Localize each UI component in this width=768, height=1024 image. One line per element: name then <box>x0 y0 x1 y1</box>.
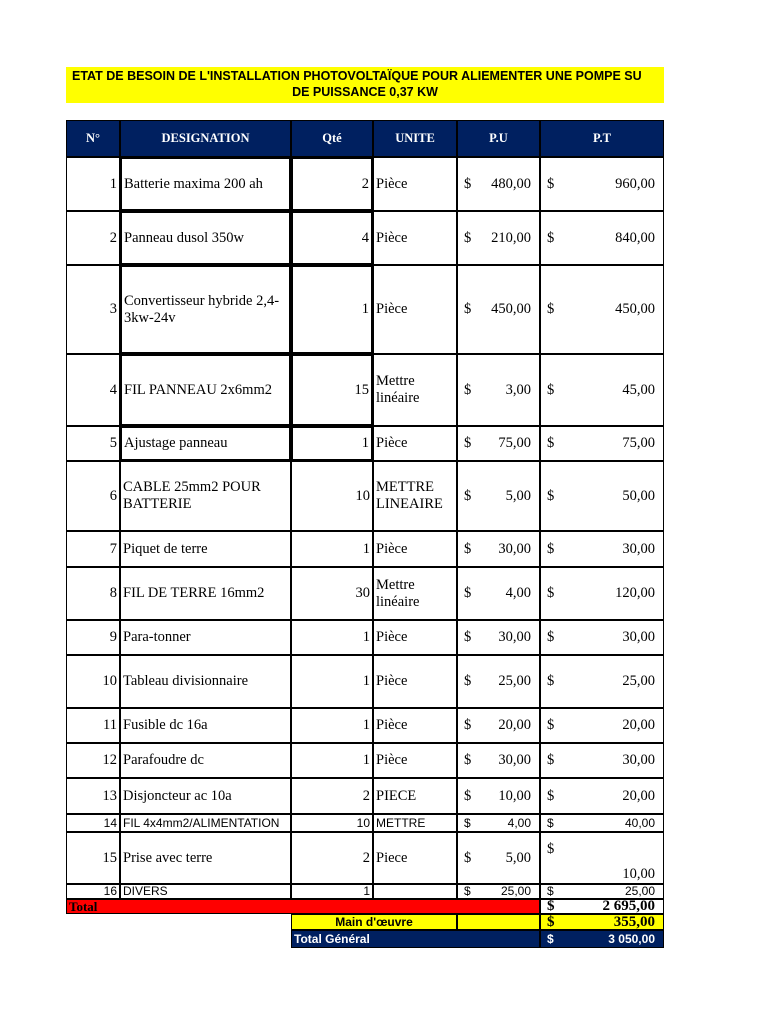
currency-symbol: $ <box>464 229 472 246</box>
cell-text: Mettre linéaire <box>376 373 420 406</box>
currency-symbol: $ <box>464 487 472 504</box>
row-designation <box>120 743 291 778</box>
cell-text: 8 <box>109 585 117 601</box>
row-total-price <box>540 655 664 708</box>
row-quantity <box>291 354 373 426</box>
cell-text: 30,00 <box>498 629 531 645</box>
header-label: DESIGNATION <box>161 131 250 145</box>
cell-text: 30,00 <box>622 540 655 557</box>
row-designation <box>120 265 291 354</box>
currency-symbol: $ <box>547 752 555 768</box>
cell-text: 450,00 <box>491 301 531 317</box>
cell-text: 45,00 <box>622 381 655 398</box>
row-quantity <box>291 211 373 265</box>
row-total-price <box>540 265 664 354</box>
cell-text: 10 <box>356 815 370 830</box>
header-label: P.U <box>489 131 508 145</box>
row-unit <box>373 743 457 778</box>
currency-symbol: $ <box>464 884 471 898</box>
cell-text: 50,00 <box>622 487 655 504</box>
header-unit <box>373 120 457 157</box>
header-label: N° <box>85 131 101 145</box>
cell-text: 1 <box>363 884 370 898</box>
cell-text: 450,00 <box>615 301 655 317</box>
cell-text: Pièce <box>376 629 408 645</box>
currency-symbol: $ <box>464 435 472 451</box>
grand-total-label: Total Général <box>294 931 370 946</box>
cell-text: 9 <box>109 629 117 645</box>
row-number <box>66 265 120 354</box>
grand-total-value: 3 050,00 <box>608 931 655 946</box>
total-value-cell <box>540 899 664 914</box>
labour-label-cell <box>291 914 457 930</box>
row-number <box>66 567 120 620</box>
row-total-price <box>540 567 664 620</box>
cell-text: 11 <box>103 717 117 733</box>
cell-text: 20,00 <box>622 787 655 804</box>
currency-symbol: $ <box>464 849 472 866</box>
currency-symbol: $ <box>547 815 554 830</box>
cell-text: 40,00 <box>624 815 655 830</box>
cell-text: 75,00 <box>498 435 531 451</box>
row-unit-price <box>457 461 540 531</box>
cell-text: Piquet de terre <box>123 540 208 557</box>
document-title <box>66 67 664 103</box>
row-designation <box>120 832 291 884</box>
row-unit-price <box>457 531 540 567</box>
row-unit <box>373 531 457 567</box>
cell-text: FIL PANNEAU 2x6mm2 <box>124 381 272 398</box>
currency-symbol: $ <box>547 787 555 804</box>
header-number <box>66 120 120 157</box>
cell-text: 10,00 <box>622 866 655 882</box>
cell-text: 10,00 <box>498 787 531 804</box>
row-unit <box>373 157 457 211</box>
row-quantity <box>291 620 373 655</box>
row-designation <box>120 461 291 531</box>
row-unit <box>373 461 457 531</box>
row-unit-price <box>457 743 540 778</box>
cell-text: 480,00 <box>491 175 531 192</box>
row-designation <box>120 567 291 620</box>
row-designation <box>120 708 291 743</box>
row-unit-price <box>457 832 540 884</box>
row-unit-price <box>457 620 540 655</box>
cell-text: 20,00 <box>622 717 655 733</box>
cell-text: 25,00 <box>498 673 531 689</box>
labour-empty-cell <box>457 914 540 930</box>
cell-text: 30,00 <box>622 752 655 768</box>
cell-text: 10 <box>355 487 370 504</box>
cell-text: Pièce <box>376 229 408 246</box>
row-designation <box>120 211 291 265</box>
row-quantity <box>291 814 373 832</box>
currency-symbol: $ <box>547 301 555 317</box>
cell-text: 1 <box>362 752 370 768</box>
row-unit-price <box>457 211 540 265</box>
header-label: Qté <box>322 131 342 145</box>
cell-text: Panneau dusol 350w <box>124 229 245 246</box>
row-unit <box>373 832 457 884</box>
cell-text: 1 <box>361 435 369 451</box>
cell-text: Tableau divisionnaire <box>123 673 249 689</box>
row-unit-price <box>457 265 540 354</box>
cell-text: 12 <box>102 752 117 768</box>
cell-text: 3 <box>109 301 117 317</box>
cell-text: Mettre linéaire <box>376 576 420 610</box>
header-quantity <box>291 120 373 157</box>
row-unit-price <box>457 567 540 620</box>
cell-text: 5,00 <box>505 487 531 504</box>
cell-text: Pièce <box>376 752 408 768</box>
cell-text: FIL DE TERRE 16mm2 <box>123 585 265 601</box>
row-total-price <box>540 157 664 211</box>
header-label: UNITE <box>395 131 435 145</box>
cell-text: 1 <box>362 540 370 557</box>
cell-text: 25,00 <box>500 884 531 898</box>
currency-symbol: $ <box>547 673 555 689</box>
cell-text: 2 <box>109 229 117 246</box>
row-number <box>66 157 120 211</box>
cell-text: 14 <box>103 815 117 830</box>
labour-value: 355,00 <box>613 914 655 930</box>
row-number <box>66 884 120 899</box>
cell-text: 4,00 <box>505 585 531 601</box>
cell-text: 4 <box>361 229 369 246</box>
currency-symbol: $ <box>464 381 472 398</box>
cell-text: 2 <box>362 849 370 866</box>
row-total-price <box>540 426 664 461</box>
cell-text: 210,00 <box>491 229 531 246</box>
grand-total-value-cell <box>540 930 664 948</box>
row-number <box>66 743 120 778</box>
total-label: Total <box>69 899 98 914</box>
currency-symbol: $ <box>464 175 472 192</box>
row-unit-price <box>457 884 540 899</box>
currency-symbol: $ <box>464 673 472 689</box>
row-number <box>66 211 120 265</box>
currency-symbol: $ <box>547 629 555 645</box>
currency-symbol: $ <box>547 540 555 557</box>
row-total-price <box>540 354 664 426</box>
currency-symbol: $ <box>464 301 472 317</box>
cell-text: FIL 4x4mm2/ALIMENTATION <box>123 815 280 830</box>
cell-text: Batterie maxima 200 ah <box>124 175 263 192</box>
cell-text: 6 <box>109 487 117 504</box>
currency-symbol: $ <box>547 884 554 898</box>
row-unit <box>373 211 457 265</box>
header-total-price <box>540 120 664 157</box>
cell-text: 75,00 <box>622 435 655 451</box>
row-total-price <box>540 531 664 567</box>
row-designation <box>120 620 291 655</box>
currency-symbol: $ <box>464 629 472 645</box>
row-designation <box>120 778 291 814</box>
cell-text: 30,00 <box>622 629 655 645</box>
row-unit-price <box>457 814 540 832</box>
currency-symbol: $ <box>464 717 472 733</box>
row-unit <box>373 354 457 426</box>
currency-symbol: $ <box>547 841 555 857</box>
currency-symbol: $ <box>464 815 471 830</box>
row-unit <box>373 426 457 461</box>
row-quantity <box>291 832 373 884</box>
cell-text: 5,00 <box>505 849 531 866</box>
currency-symbol: $ <box>547 914 555 930</box>
row-number <box>66 655 120 708</box>
row-quantity <box>291 708 373 743</box>
cell-text: Fusible dc 16a <box>123 717 208 733</box>
cell-text: 1 <box>109 175 117 192</box>
row-quantity <box>291 461 373 531</box>
currency-symbol: $ <box>464 752 472 768</box>
currency-symbol: $ <box>547 931 554 946</box>
cell-text: 2 <box>362 787 370 804</box>
row-total-price <box>540 461 664 531</box>
cell-text: 13 <box>102 787 117 804</box>
cell-text: 1 <box>361 301 369 317</box>
row-total-price <box>540 620 664 655</box>
row-unit-price <box>457 426 540 461</box>
row-designation <box>120 426 291 461</box>
currency-symbol: $ <box>547 717 555 733</box>
row-quantity <box>291 426 373 461</box>
currency-symbol: $ <box>547 175 555 192</box>
header-designation <box>120 120 291 157</box>
row-designation <box>120 354 291 426</box>
cell-text: 7 <box>109 540 117 557</box>
cell-text: 1 <box>362 629 370 645</box>
row-total-price <box>540 778 664 814</box>
row-number <box>66 814 120 832</box>
labour-value-cell <box>540 914 664 930</box>
row-unit <box>373 778 457 814</box>
cell-text: DIVERS <box>123 884 168 898</box>
total-value: 2 695,00 <box>602 899 655 914</box>
cell-text: 4 <box>109 381 117 398</box>
row-total-price <box>540 814 664 832</box>
cell-text: Pièce <box>376 435 408 451</box>
row-number <box>66 354 120 426</box>
row-quantity <box>291 157 373 211</box>
currency-symbol: $ <box>547 487 555 504</box>
cell-text: 30,00 <box>498 540 531 557</box>
row-unit <box>373 655 457 708</box>
title-line-1: ETAT DE BESOIN DE L'INSTALLATION PHOTOVOLTAÏQUE POUR ALIEMENTER UNE POMPE SU <box>72 69 642 83</box>
grand-total-label-cell <box>291 930 540 948</box>
row-number <box>66 426 120 461</box>
title-line-2: DE PUISSANCE 0,37 KW <box>292 85 438 99</box>
row-quantity <box>291 884 373 899</box>
row-unit <box>373 265 457 354</box>
row-unit-price <box>457 708 540 743</box>
cell-text: Parafoudre dc <box>123 752 204 768</box>
cell-text: 3,00 <box>505 381 531 398</box>
cell-text: 20,00 <box>498 717 531 733</box>
row-quantity <box>291 531 373 567</box>
currency-symbol: $ <box>547 435 555 451</box>
cell-text: Ajustage panneau <box>124 435 228 451</box>
row-unit-price <box>457 778 540 814</box>
cell-text: 15 <box>354 381 369 398</box>
currency-symbol: $ <box>464 540 472 557</box>
cell-text: Pièce <box>376 717 408 733</box>
row-designation <box>120 157 291 211</box>
row-number <box>66 778 120 814</box>
row-number <box>66 832 120 884</box>
row-quantity <box>291 655 373 708</box>
cell-text: METTRE LINEAIRE <box>376 479 443 512</box>
cell-text: 2 <box>361 175 369 192</box>
cell-text: Pièce <box>376 673 408 689</box>
header-unit-price <box>457 120 540 157</box>
cell-text: Piece <box>376 849 408 866</box>
row-quantity <box>291 743 373 778</box>
row-designation <box>120 655 291 708</box>
cell-text: METTRE <box>376 815 426 830</box>
row-total-price <box>540 708 664 743</box>
cell-text: 1 <box>362 673 370 689</box>
cell-text: PIECE <box>376 787 417 804</box>
cell-text: 5 <box>109 435 117 451</box>
cell-text: Convertisseur hybride 2,4-3kw-24v <box>124 292 280 326</box>
cell-text: 25,00 <box>624 884 655 898</box>
cell-text: 4,00 <box>507 815 531 830</box>
row-unit <box>373 708 457 743</box>
header-label: P.T <box>593 131 611 145</box>
row-quantity <box>291 567 373 620</box>
cell-text: Disjoncteur ac 10a <box>123 787 232 804</box>
row-unit <box>373 884 457 899</box>
row-designation <box>120 531 291 567</box>
cell-text: 30 <box>355 585 370 601</box>
row-designation <box>120 884 291 899</box>
row-quantity <box>291 778 373 814</box>
total-label-cell <box>66 899 540 914</box>
row-number <box>66 531 120 567</box>
cell-text: Pièce <box>376 301 408 317</box>
row-quantity <box>291 265 373 354</box>
cell-text: 25,00 <box>622 673 655 689</box>
cell-text: Para-tonner <box>123 629 191 645</box>
row-unit <box>373 567 457 620</box>
cell-text: 960,00 <box>615 175 655 192</box>
row-total-price <box>540 211 664 265</box>
currency-symbol: $ <box>547 229 555 246</box>
cell-text: CABLE 25mm2 POUR BATTERIE <box>123 479 261 512</box>
currency-symbol: $ <box>547 585 555 601</box>
currency-symbol: $ <box>464 585 472 601</box>
cell-text: 120,00 <box>615 585 655 601</box>
row-unit-price <box>457 354 540 426</box>
row-unit <box>373 620 457 655</box>
currency-symbol: $ <box>464 787 472 804</box>
row-total-price <box>540 832 664 884</box>
cell-text: Prise avec terre <box>123 849 213 866</box>
cell-text: 16 <box>103 884 117 898</box>
currency-symbol: $ <box>547 899 555 914</box>
cell-text: Pièce <box>376 540 408 557</box>
labour-label: Main d'œuvre <box>335 914 413 929</box>
row-number <box>66 708 120 743</box>
row-number <box>66 620 120 655</box>
cell-text: 15 <box>102 849 117 866</box>
cell-text: 840,00 <box>615 229 655 246</box>
row-unit-price <box>457 157 540 211</box>
row-unit-price <box>457 655 540 708</box>
cell-text: 10 <box>102 673 117 689</box>
row-designation <box>120 814 291 832</box>
row-total-price <box>540 884 664 899</box>
row-unit <box>373 814 457 832</box>
row-number <box>66 461 120 531</box>
cell-text: Pièce <box>376 175 408 192</box>
cell-text: 30,00 <box>498 752 531 768</box>
currency-symbol: $ <box>547 381 555 398</box>
row-total-price <box>540 743 664 778</box>
cell-text: 1 <box>362 717 370 733</box>
